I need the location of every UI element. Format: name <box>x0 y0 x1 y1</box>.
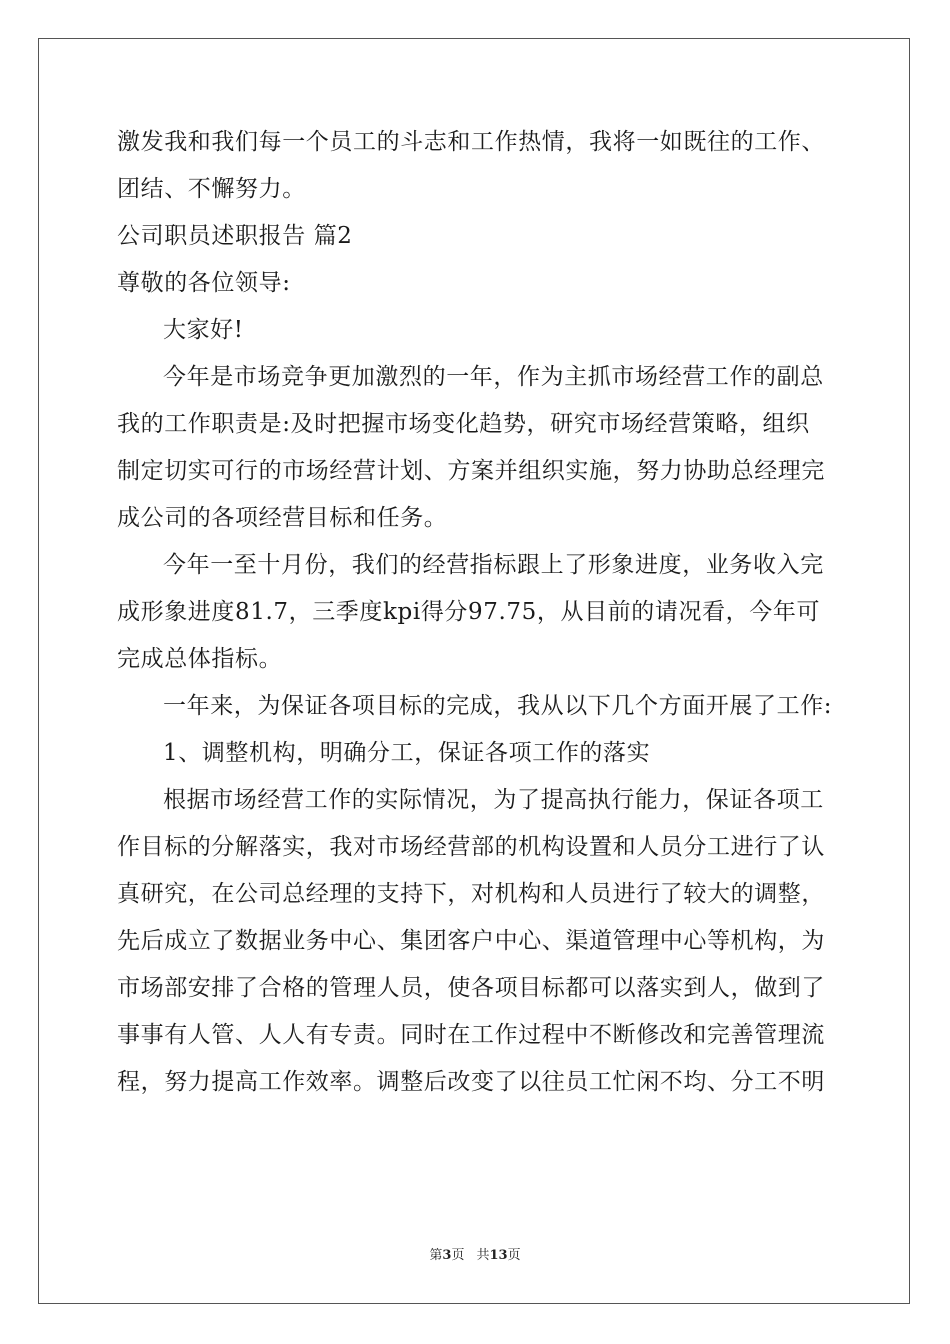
greeting: 大家好! <box>163 317 244 343</box>
paragraph-line: 程，努力提高工作效率。调整后改变了以往员工忙闲不均、分工不明 <box>117 1069 825 1095</box>
paragraph-line: 先后成立了数据业务中心、集团客户中心、渠道管理中心等机构，为 <box>117 928 825 954</box>
paragraph-line: 团结、不懈努力。 <box>117 176 306 202</box>
paragraph-line: 成公司的各项经营目标和任务。 <box>117 505 448 531</box>
salutation: 尊敬的各位领导: <box>117 270 291 296</box>
paragraph-line: 事事有人管、人人有专责。同时在工作过程中不断修改和完善管理流 <box>117 1022 825 1048</box>
page-footer <box>0 1244 950 1263</box>
paragraph-line: 我的工作职责是:及时把握市场变化趋势，研究市场经营策略，组织 <box>117 411 810 437</box>
paragraph-line: 今年一至十月份，我们的经营指标跟上了形象进度，业务收入完 <box>163 552 824 578</box>
total-prefix: 共 <box>476 1248 490 1263</box>
paragraph-line: 市场部安排了合格的管理人员，使各项目标都可以落实到人，做到了 <box>117 975 825 1001</box>
list-item-heading: 1、调整机构，明确分工，保证各项工作的落实 <box>163 740 651 766</box>
paragraph-line: 一年来，为保证各项目标的完成，我从以下几个方面开展了工作: <box>163 693 833 719</box>
paragraph-line: 今年是市场竞争更加激烈的一年，作为主抓市场经营工作的副总 <box>163 364 824 390</box>
total-suffix: 页 <box>507 1248 521 1263</box>
paragraph-line: 成形象进度81.7，三季度kpi得分97.75，从目前的请况看，今年可 <box>117 599 821 625</box>
paragraph-line: 真研究，在公司总经理的支持下，对机构和人员进行了较大的调整， <box>117 881 825 907</box>
paragraph-line: 作目标的分解落实，我对市场经营部的机构设置和人员分工进行了认 <box>117 834 825 860</box>
paragraph-line: 激发我和我们每一个员工的斗志和工作热情，我将一如既往的工作、 <box>117 129 825 155</box>
page-prefix: 第 <box>429 1248 443 1263</box>
paragraph-line: 根据市场经营工作的实际情况，为了提高执行能力，保证各项工 <box>163 787 824 813</box>
current-page-number: 3 <box>442 1248 452 1263</box>
paragraph-line: 完成总体指标。 <box>117 646 283 672</box>
section-heading: 公司职员述职报告 篇2 <box>117 223 353 249</box>
total-page-count: 13 <box>489 1248 508 1263</box>
paragraph-line: 制定切实可行的市场经营计划、方案并组织实施，努力协助总经理完 <box>117 458 825 484</box>
page-suffix: 页 <box>451 1248 465 1263</box>
